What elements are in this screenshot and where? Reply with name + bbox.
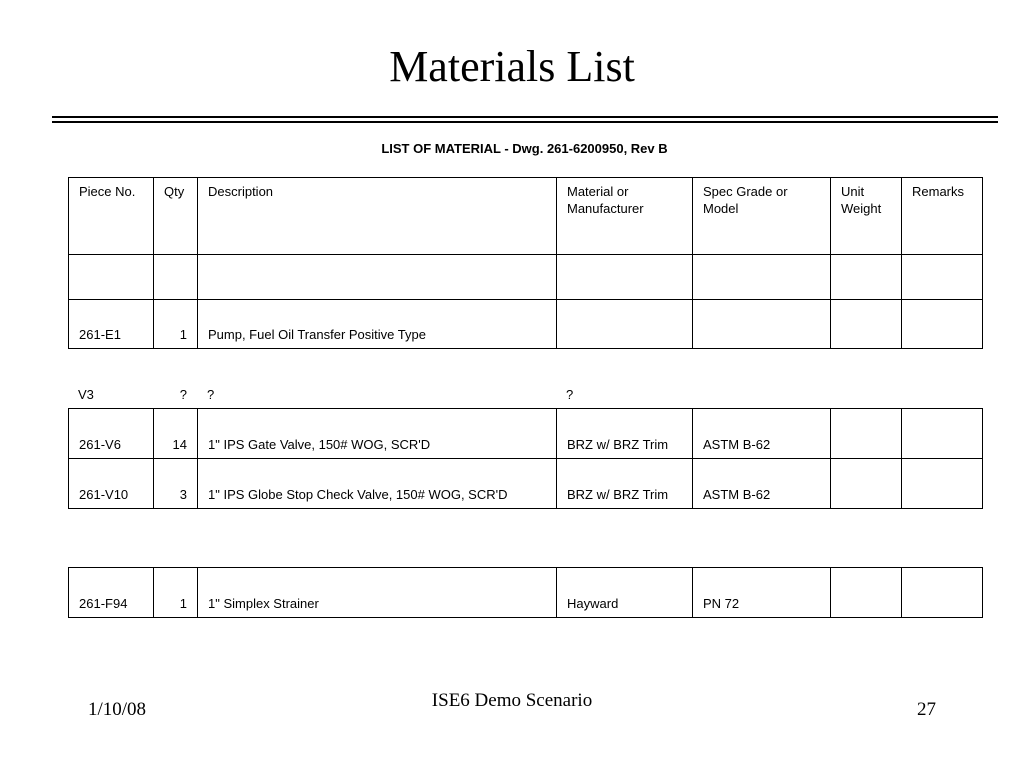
header-qty: Qty (154, 178, 198, 255)
cell-remarks (902, 568, 983, 618)
cell-qty: 3 (154, 459, 198, 509)
cell-spec: PN 72 (693, 568, 831, 618)
cell-remarks (902, 300, 983, 349)
table-header-row (69, 178, 983, 255)
cell-unit-weight (831, 459, 902, 509)
cell-description: 1" IPS Gate Valve, 150# WOG, SCR'D (198, 409, 557, 459)
cell-spec: ASTM B-62 (693, 409, 831, 459)
cell-piece-no: 261-E1 (69, 300, 154, 349)
cell-piece-no: 261-F94 (69, 568, 154, 618)
table-row (69, 568, 983, 618)
title-divider-top (52, 116, 998, 118)
materials-table-unbordered (68, 384, 982, 410)
cell-piece-no: 261-V6 (69, 409, 154, 459)
table-row-blank (69, 255, 983, 300)
cell-qty: 14 (154, 409, 198, 459)
cell-material: ? (566, 387, 574, 402)
table-caption: LIST OF MATERIAL - Dwg. 261-6200950, Rev B (381, 141, 668, 156)
table-row (69, 459, 983, 509)
cell-material: BRZ w/ BRZ Trim (557, 459, 693, 509)
slide-title: Materials List (389, 42, 635, 91)
header-unit-weight: Unit Weight (831, 178, 902, 255)
header-piece-no: Piece No. (69, 178, 154, 255)
cell-spec: ASTM B-62 (693, 459, 831, 509)
cell-qty: ? (179, 387, 187, 402)
cell-description: 1" Simplex Strainer (198, 568, 557, 618)
cell-material (557, 300, 693, 349)
table-row (69, 300, 983, 349)
materials-table-valves (68, 408, 983, 509)
cell-piece-no: V3 (78, 387, 94, 402)
materials-table (68, 177, 983, 349)
cell-material: Hayward (557, 568, 693, 618)
cell-spec (692, 384, 830, 410)
cell-spec (693, 300, 831, 349)
header-material: Material or Manufacturer (557, 178, 693, 255)
materials-table-strainer (68, 567, 983, 618)
cell-description: ? (207, 387, 215, 402)
table-row (69, 409, 983, 459)
cell-qty: 1 (154, 300, 198, 349)
cell-description: Pump, Fuel Oil Transfer Positive Type (198, 300, 557, 349)
header-spec: Spec Grade or Model (693, 178, 831, 255)
footer-date: 1/10/08 (88, 699, 147, 720)
page-number: 27 (917, 699, 936, 720)
cell-piece-no: 261-V10 (69, 459, 154, 509)
cell-unit-weight (831, 568, 902, 618)
cell-description: 1" IPS Globe Stop Check Valve, 150# WOG, SCR'D (198, 459, 557, 509)
cell-remarks (901, 384, 982, 410)
header-remarks: Remarks (902, 178, 983, 255)
cell-material: BRZ w/ BRZ Trim (557, 409, 693, 459)
header-description: Description (198, 178, 557, 255)
footer-title: ISE6 Demo Scenario (431, 690, 593, 711)
cell-unit-weight (831, 300, 902, 349)
cell-qty: 1 (154, 568, 198, 618)
title-divider-bottom (52, 121, 998, 123)
cell-remarks (902, 409, 983, 459)
cell-remarks (902, 459, 983, 509)
table-row (68, 384, 982, 410)
cell-unit-weight (830, 384, 901, 410)
cell-unit-weight (831, 409, 902, 459)
